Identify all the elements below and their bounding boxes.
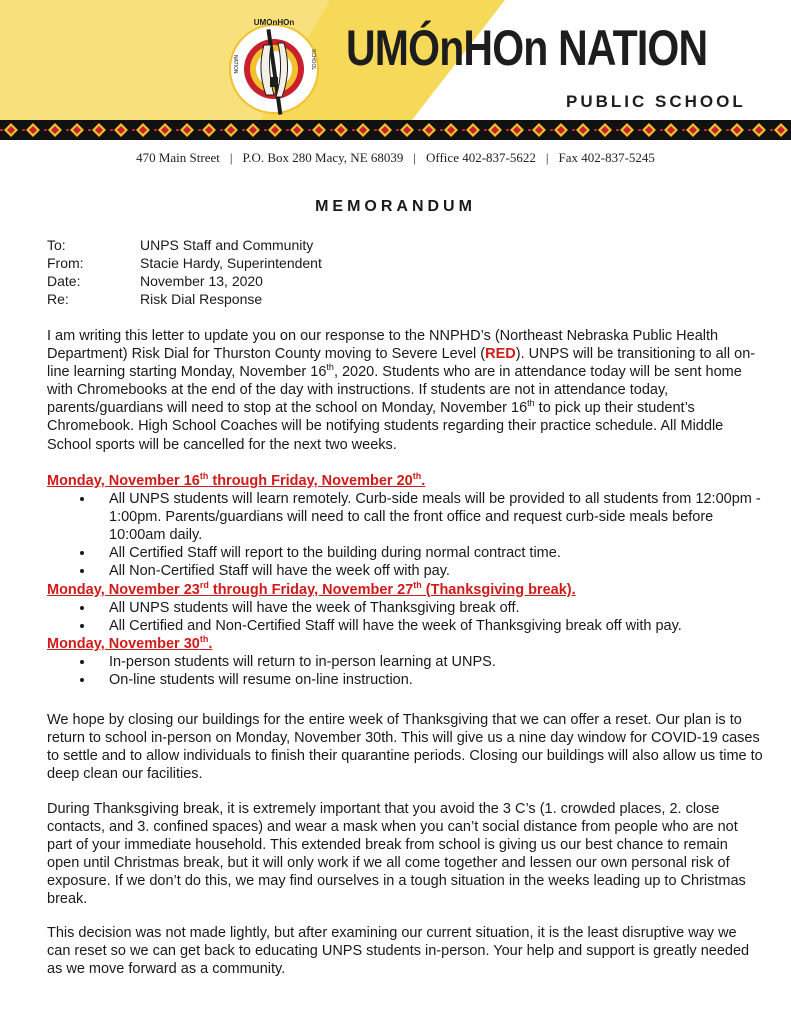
bead-tick	[110, 129, 113, 131]
bead-tick	[550, 129, 553, 131]
list-item: All Non-Certified Staff will have the week off with pay.	[109, 562, 763, 580]
bead-tick	[440, 129, 443, 131]
bead-tick	[638, 129, 641, 131]
heading-text: through Friday, November 27	[208, 581, 414, 598]
ordinal-suffix: th	[527, 398, 535, 409]
seal-text-left: NATION	[232, 55, 238, 74]
bead-tick	[264, 129, 267, 131]
field-value: UNPS Staff and Community	[140, 237, 314, 253]
bead-tick	[88, 129, 91, 131]
bead-tick	[484, 129, 487, 131]
memo-field-date	[47, 272, 322, 290]
school-subtitle: PUBLIC SCHOOL	[566, 92, 746, 111]
bead-tick	[572, 129, 575, 131]
bead-tick	[616, 129, 619, 131]
bead-tick	[704, 129, 707, 131]
bead-tick	[220, 129, 223, 131]
field-label: From:	[47, 255, 84, 271]
bead-tick	[374, 129, 377, 131]
bead-tick	[330, 129, 333, 131]
bead-tick	[748, 129, 751, 131]
bead-tick	[352, 129, 355, 131]
memo-field-from	[47, 254, 322, 272]
intro-text: to pick up their student’s Chromebook. High School Coaches will be notifying students regarding their practice schedule. All Middle School sports will be cancelled for the next two weeks.	[47, 400, 724, 453]
safety-paragraph: During Thanksgiving break, it is extremely important that you avoid the 3 C’s (1. crowded places, 2. close contacts, and 3. confined spaces) and wear a mask when you can’t social distance from people who are not part of your immediate household. This extended break from school is giving us our best chance to remain open until Christmas break, but it will only work if we all come together and lessen our own personal risk of exposure. If we don’t do this, we may find ourselves in a tough situation in the weeks leading up to Christmas break.	[47, 801, 746, 908]
closing-paragraph: This decision was not made lightly, but after examining our current situation, it is the least disruptive way we can reset so we can get back to educating UNPS students in-person. Your help and support is greatly needed as we move forward as a community.	[47, 925, 750, 978]
memo-header-fields	[47, 236, 322, 308]
bead-tick	[176, 129, 179, 131]
field-value: Risk Dial Response	[140, 291, 263, 307]
memo-title: MEMORANDUM	[315, 198, 476, 215]
field-label: Date:	[47, 273, 81, 289]
ordinal-suffix: th	[199, 634, 209, 645]
heading-text: through Friday, November 20	[208, 473, 413, 489]
bead-tick	[286, 129, 289, 131]
ordinal-suffix: th	[326, 362, 334, 373]
school-name: UMÓnHOn NATION	[346, 20, 708, 76]
field-label: To:	[47, 237, 66, 253]
seal-text-top: UMOnHOn	[253, 18, 295, 27]
seal-text-right: SCHOOL	[310, 49, 316, 71]
letterhead	[0, 0, 791, 120]
schedule-heading-thanksgiving	[47, 581, 763, 599]
bead-tick	[242, 129, 245, 131]
beadwork-border	[0, 120, 791, 140]
bead-tick	[0, 129, 3, 131]
field-value: Stacie Hardy, Superintendent	[140, 255, 322, 271]
bead-tick	[198, 129, 201, 131]
bead-tick	[132, 129, 135, 131]
address-office-phone: Office 402-837-5622	[426, 150, 536, 165]
bead-tick	[770, 129, 773, 131]
ordinal-suffix: th	[412, 471, 422, 482]
risk-level-red: RED	[485, 346, 516, 363]
memo-field-re	[47, 290, 322, 308]
heading-text: Monday, November 30	[47, 635, 200, 652]
bead-tick	[308, 129, 311, 131]
intro-text: I am writing this letter to update you on our response to the NNPHD’s (Northeast Nebraska Public Health Department) Risk Dial for Thurston County moving to Severe Level (	[47, 328, 719, 363]
schedule-heading-week1	[47, 472, 763, 490]
bead-tick	[726, 129, 729, 131]
memo-field-to	[47, 236, 322, 254]
bead-tick	[506, 129, 509, 131]
schedule-list-return	[47, 653, 763, 689]
heading-text: .	[208, 635, 213, 652]
intro-text: , 2020. Students who are in attendance today will be sent home with Chromebooks at the end of the day with instructions. If students are not in attendance today, parents/guardians will need to stop at the school on Monday, November 16	[47, 364, 742, 417]
bead-tick	[22, 129, 25, 131]
list-item: All Certified Staff will report to the building during normal contract time.	[109, 544, 763, 562]
bead-tick	[418, 129, 421, 131]
intro-text: ). UNPS will be transitioning to all on-line learning starting Monday, November 16	[47, 346, 756, 381]
bead-tick	[66, 129, 69, 131]
address-line: 470 Main Street | P.O. Box 280 Macy, NE 68039 | Office 402-837-5622 | Fax 402-837-5245	[136, 150, 655, 165]
bead-tick	[44, 129, 47, 131]
list-item: All Certified and Non-Certified Staff will have the week of Thanksgiving break off with pay.	[109, 617, 763, 635]
intro-paragraph	[47, 327, 763, 454]
heading-text: (Thanksgiving break).	[421, 581, 576, 598]
bead-tick	[660, 129, 663, 131]
list-item: On-line students will resume on-line instruction.	[109, 671, 763, 689]
ordinal-suffix: th	[413, 579, 422, 590]
bead-tick	[528, 129, 531, 131]
list-item: All UNPS students will learn remotely. Curb-side meals will be provided to all students from 12:00pm - 1:00pm. Parents/guardians will need to call the front office and request curb-side meals before 10:00am daily.	[109, 490, 763, 544]
schedule-section	[47, 472, 763, 689]
heading-text: Monday, November 16	[47, 473, 200, 489]
list-item: In-person students will return to in-person learning at UNPS.	[109, 653, 763, 671]
bead-tick	[462, 129, 465, 131]
bead-tick	[154, 129, 157, 131]
field-value: November 13, 2020	[140, 273, 263, 289]
schedule-heading-return	[47, 635, 763, 653]
field-label: Re:	[47, 291, 69, 307]
address-street: 470 Main Street	[136, 150, 220, 165]
reset-paragraph: We hope by closing our buildings for the entire week of Thanksgiving that we can offer a reset. Our plan is to return to school in-person on Monday, November 30th. This will give us a nine day window for COVID-19 cases to settle and to allow individuals to finish their quarantine periods. Closing our buildings will also allow us time to deep clean our facilities.	[47, 712, 763, 783]
bead-tick	[396, 129, 399, 131]
address-fax: Fax 402-837-5245	[558, 150, 655, 165]
schedule-list-week1	[47, 490, 763, 580]
ordinal-suffix: th	[199, 471, 209, 482]
address-po-box: P.O. Box 280 Macy, NE 68039	[242, 150, 404, 165]
heading-text: Monday, November 23	[47, 581, 200, 598]
list-item: All UNPS students will have the week of Thanksgiving break off.	[109, 599, 763, 617]
school-seal-logo	[224, 15, 324, 117]
bead-tick	[594, 129, 597, 131]
heading-text: .	[421, 473, 426, 489]
ordinal-suffix: rd	[199, 579, 209, 590]
bead-tick	[682, 129, 685, 131]
schedule-list-thanksgiving	[47, 599, 763, 635]
